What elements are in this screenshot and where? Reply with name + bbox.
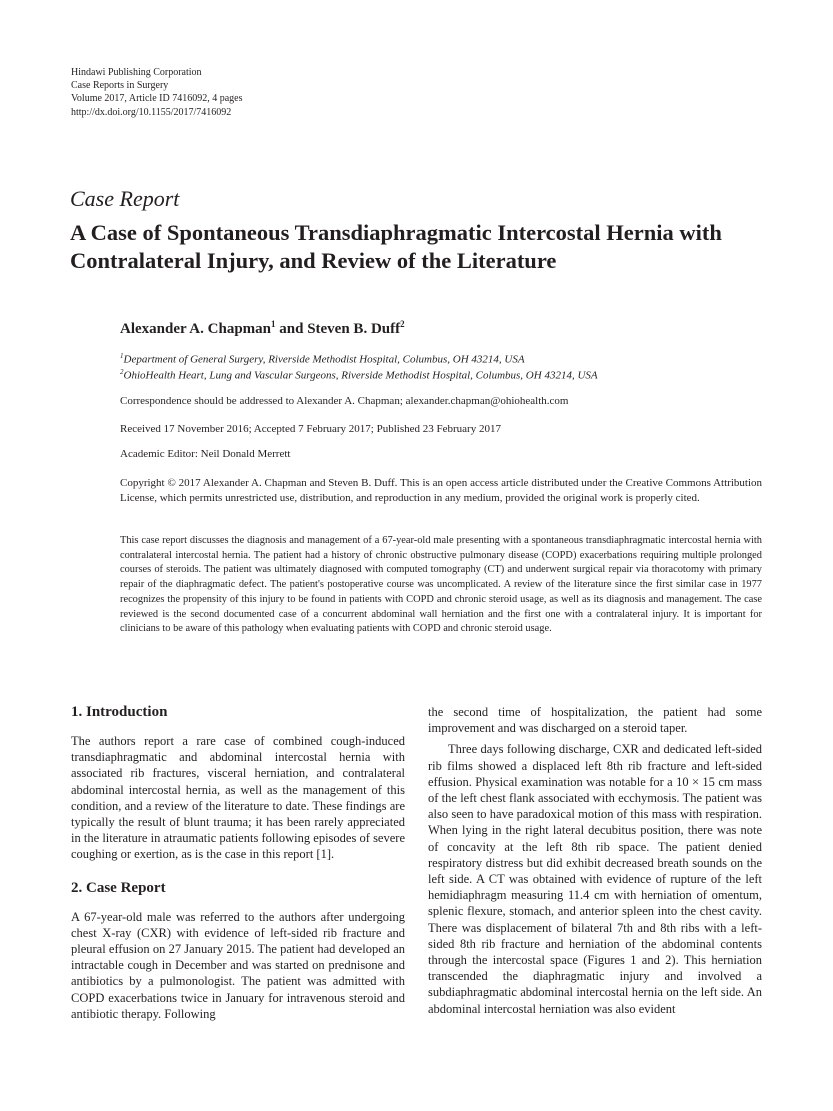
affiliation-mark: 1 [120,352,124,360]
academic-editor: Academic Editor: Neil Donald Merrett [120,448,291,460]
article-type: Case Report [70,186,180,211]
author-affiliation-mark: 1 [271,319,276,329]
publication-info [71,66,242,119]
affiliation [120,368,598,382]
article-title: A Case of Spontaneous Transdiaphragmatic Intercostal Hernia with Contralateral Injury, and Review of the Literature [70,220,722,273]
volume-info: Volume 2017, Article ID 7416092, 4 pages [71,93,243,105]
author-name: Steven B. Duff [307,321,401,337]
author-affiliation-mark: 2 [400,319,405,329]
paragraph: the second time of hospitalization, the patient had some improvement and was discharged on a steroid taper. [428,705,762,736]
paragraph: The authors report a rare case of combined cough-induced transdiaphragmatic and abdominal intercostal hernia with associated rib fractures, visceral herniation, and contralateral abdominal intercostal hernia, as well as the management of this condition, and a review of the literature to date. These findings are typically the result of blunt trauma; it has been rarely appreciated in the literature in atraumatic patients following episodes of severe coughing or exertion, as is the case in this report [1]. [71,734,405,862]
journal-name: Case Reports in Surgery [71,80,169,92]
affiliation-mark: 2 [120,368,124,376]
doi-link[interactable]: http://dx.doi.org/10.1155/2017/7416092 [71,106,232,118]
copyright-notice: Copyright © 2017 Alexander A. Chapman and Steven B. Duff. This is an open access article distributed under the Creative Commons Attribution License, which permits unrestricted use, distribution, and reproduction in any medium, provided the original work is properly cited. [120,477,762,504]
affiliation-text: OhioHealth Heart, Lung and Vascular Surgeons, Riverside Methodist Hospital, Columbus, OH 43214, USA [123,369,598,382]
affiliation-text: Department of General Surgery, Riverside Methodist Hospital, Columbus, OH 43214, USA [123,353,525,366]
right-column [428,704,762,1017]
publisher: Hindawi Publishing Corporation [71,67,202,78]
section-heading: 1. Introduction [71,704,168,720]
section-heading: 2. Case Report [71,879,166,896]
article-dates: Received 17 November 2016; Accepted 7 February 2017; Published 23 February 2017 [120,423,501,435]
paragraph: Three days following discharge, CXR and dedicated left-sided rib films showed a displaced left 8th rib fracture and left-sided effusion. Physical examination was notable for a 10 × 15 cm mass of the left chest flank associated with ecchymosis. The patient was also seen to have paradoxical motion of this mass with respiration. When lying in the right lateral decubitus position, there was note of concavity at the left 8th rib space. The patient denied respiratory distress but did exhibit decreased breath sounds on the left side. A CT was obtained with evidence of rupture of the left hemidiaphragm measuring 11.4 cm with herniation of omentum, splenic flexure, stomach, and anterior spleen into the chest cavity. There was displacement of bilateral 7th and 8th ribs with a left-sided 8th rib fracture and herniation of the abdominal contents through the intercostal space (Figures 1 and 2). This herniation transcended the diaphragmatic injury and involved a subdiaphragmatic abdominal intercostal hernia on the left side. An abdominal intercostal herniation was also evident [428,742,762,1016]
affiliation [120,352,525,366]
paragraph: A 67-year-old male was referred to the authors after undergoing chest X-ray (CXR) with evidence of left-sided rib fracture and pleural effusion on 27 January 2015. The patient had developed an intractable cough in December and was started on prednisone and antibiotics by a pulmonologist. The patient was admitted with COPD exacerbations twice in January for intravenous steroid and antibiotic therapy. Following [71,909,405,1021]
correspondence: Correspondence should be addressed to Alexander A. Chapman; alexander.chapman@ohiohealth.com [120,395,569,407]
author-separator: and [275,321,308,337]
left-column [71,703,405,1022]
author-list [120,319,405,338]
author-name: Alexander A. Chapman [120,321,271,337]
abstract: This case report discusses the diagnosis and management of a 67-year-old male presenting with a spontaneous transdiaphragmatic intercostal hernia with contralateral intercostal hernia. The patient had a history of chronic obstructive pulmonary disease (COPD) exacerbations requiring multiple prolonged courses of steroids. The patient was ultimately diagnosed with computed tomography (CT) and underwent surgical repair via thoracotomy with primary repair of the diaphragmatic defect. The patient's postoperative course was uncomplicated. A review of the literature since the first similar case in 1977 recognizes the propensity of this injury to be found in patients with COPD and chronic steroid usage, as well as its diagnosis and management. The case reviewed is the second documented case of a concurrent abdominal wall herniation and the first one with a contralateral injury. It is important for clinicians to be aware of this pathology when evaluating patients with COPD and chronic steroid usage. [120,535,762,635]
